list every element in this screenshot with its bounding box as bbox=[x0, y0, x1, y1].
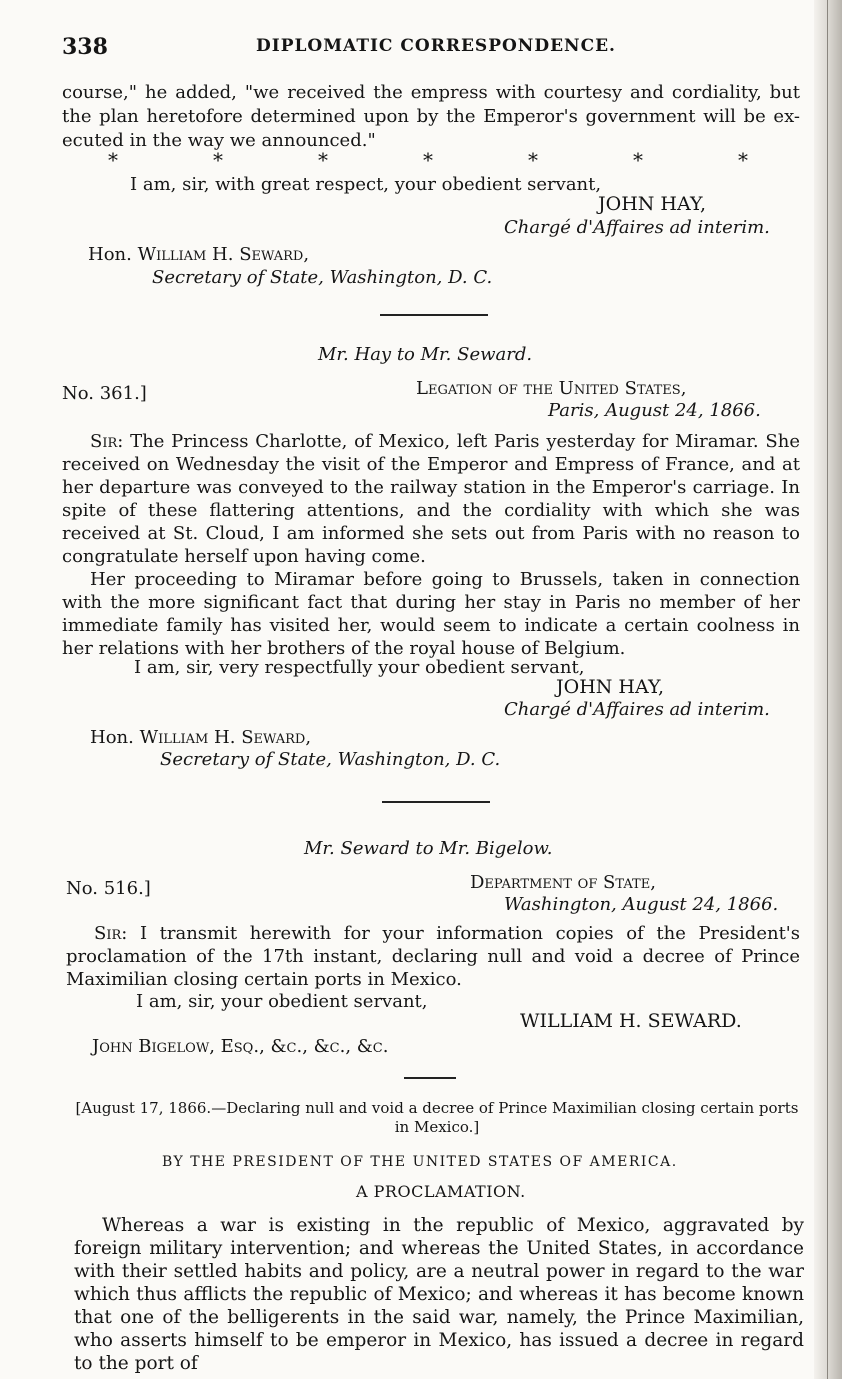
page-edge-shadow bbox=[814, 0, 842, 1379]
letter2-place: Legation of the United States, bbox=[416, 378, 687, 399]
star: * bbox=[318, 148, 328, 172]
letter2-heading: Mr. Hay to Mr. Seward. bbox=[318, 344, 533, 365]
proclamation-title: A PROCLAMATION. bbox=[356, 1182, 526, 1201]
letter1-addressee-title: Secretary of State, Washington, D. C. bbox=[152, 267, 493, 288]
letter2-addressee bbox=[90, 727, 311, 748]
star: * bbox=[633, 148, 643, 172]
letter3-dateline: Washington, August 24, 1866. bbox=[504, 894, 779, 915]
letter1-signer: JOHN HAY, bbox=[598, 193, 707, 215]
letter3-closing: I am, sir, your obedient servant, bbox=[136, 991, 428, 1012]
section-divider bbox=[382, 801, 490, 803]
proclamation-by-line: BY THE PRESIDENT OF THE UNITED STATES OF AMERICA. bbox=[162, 1154, 678, 1170]
ellipsis-stars bbox=[108, 148, 748, 172]
letter1-signer-title: Chargé d'Affaires ad interim. bbox=[504, 217, 770, 238]
salutation: Sir: bbox=[94, 923, 128, 944]
letter3-paragraph-1 bbox=[66, 922, 800, 991]
letter3-addressee: John Bigelow, Esq., &c., &c., &c. bbox=[92, 1036, 389, 1057]
letter3-signer: WILLIAM H. SEWARD. bbox=[520, 1010, 742, 1032]
star: * bbox=[738, 148, 748, 172]
paragraph-text: I transmit herewith for your information copies of the President's proclamation of the 17th instant, declaring null and void a decree of Prince Maximilian closing certain ports in Mexico. bbox=[66, 923, 800, 990]
section-divider bbox=[404, 1077, 456, 1079]
letter2-signer: JOHN HAY, bbox=[556, 676, 665, 698]
letter3-number: No. 516.] bbox=[66, 878, 151, 899]
page-edge-line bbox=[827, 0, 828, 1379]
letter1-line-3: ecuted in the way we announced." bbox=[62, 130, 376, 151]
letter2-signer-title: Chargé d'Affaires ad interim. bbox=[504, 699, 770, 720]
addressee-name: William H. Seward, bbox=[137, 244, 310, 265]
running-title: DIPLOMATIC CORRESPONDENCE. bbox=[256, 36, 616, 56]
letter2-paragraph-2: Her proceeding to Miramar before going to Brussels, taken in connection with the more significant fact that during her stay in Paris no member of her immediate family has visited her, would seem to indicate a certain coolness in her relations with her brothers of the royal house of Belgium. bbox=[62, 569, 800, 659]
letter2-closing: I am, sir, very respectfully your obedient servant, bbox=[134, 657, 585, 678]
letter2-paragraph-1 bbox=[62, 430, 800, 568]
letter1-addressee bbox=[88, 244, 309, 265]
letter1-line-1: course," he added, "we received the empress with courtesy and cordiality, but bbox=[62, 82, 800, 103]
salutation: Sir: bbox=[90, 431, 124, 452]
addressee-name: William H. Seward, bbox=[139, 727, 312, 748]
letter2-number: No. 361.] bbox=[62, 383, 147, 404]
letter2-addressee-title: Secretary of State, Washington, D. C. bbox=[160, 749, 501, 770]
honorific: Hon. bbox=[88, 244, 132, 265]
proclamation-note: [August 17, 1866.—Declaring null and void a decree of Prince Maximilian closing certain ports in Mexico.] bbox=[75, 1099, 799, 1136]
letter3-heading: Mr. Seward to Mr. Bigelow. bbox=[304, 838, 553, 859]
proclamation-paragraph-1: Whereas a war is existing in the republic of Mexico, aggravated by foreign military intervention; and whereas the United States, in accordance with their settled habits and policy, are a neutral power in regard to the war which thus afflicts the republic of Mexico; and whereas it has become known that one of the belligerents in the said war, namely, the Prince Maximilian, who asserts himself to be emperor in Mexico, has issued a decree in regard to the port of bbox=[74, 1215, 804, 1374]
star: * bbox=[213, 148, 223, 172]
paragraph-text: The Princess Charlotte, of Mexico, left Paris yesterday for Miramar. She received on Wednesday the visit of the Emperor and Empress of France, and at her departure was conveyed to the railway station in the Emperor's carriage. In spite of these flattering attentions, and the cordiality with which she was received at St. Cloud, I am informed she sets out from Paris with no reason to congratulate herself upon having come. bbox=[62, 431, 800, 567]
letter2-dateline: Paris, August 24, 1866. bbox=[548, 400, 761, 421]
page-number: 338 bbox=[62, 34, 108, 60]
honorific: Hon. bbox=[90, 727, 134, 748]
letter3-place: Department of State, bbox=[470, 872, 656, 893]
star: * bbox=[528, 148, 538, 172]
letter1-closing: I am, sir, with great respect, your obedient servant, bbox=[130, 174, 602, 195]
star: * bbox=[423, 148, 433, 172]
section-divider bbox=[380, 314, 488, 316]
letter1-line-2: the plan heretofore determined upon by the Emperor's government will be ex- bbox=[62, 106, 800, 127]
star: * bbox=[108, 148, 118, 172]
